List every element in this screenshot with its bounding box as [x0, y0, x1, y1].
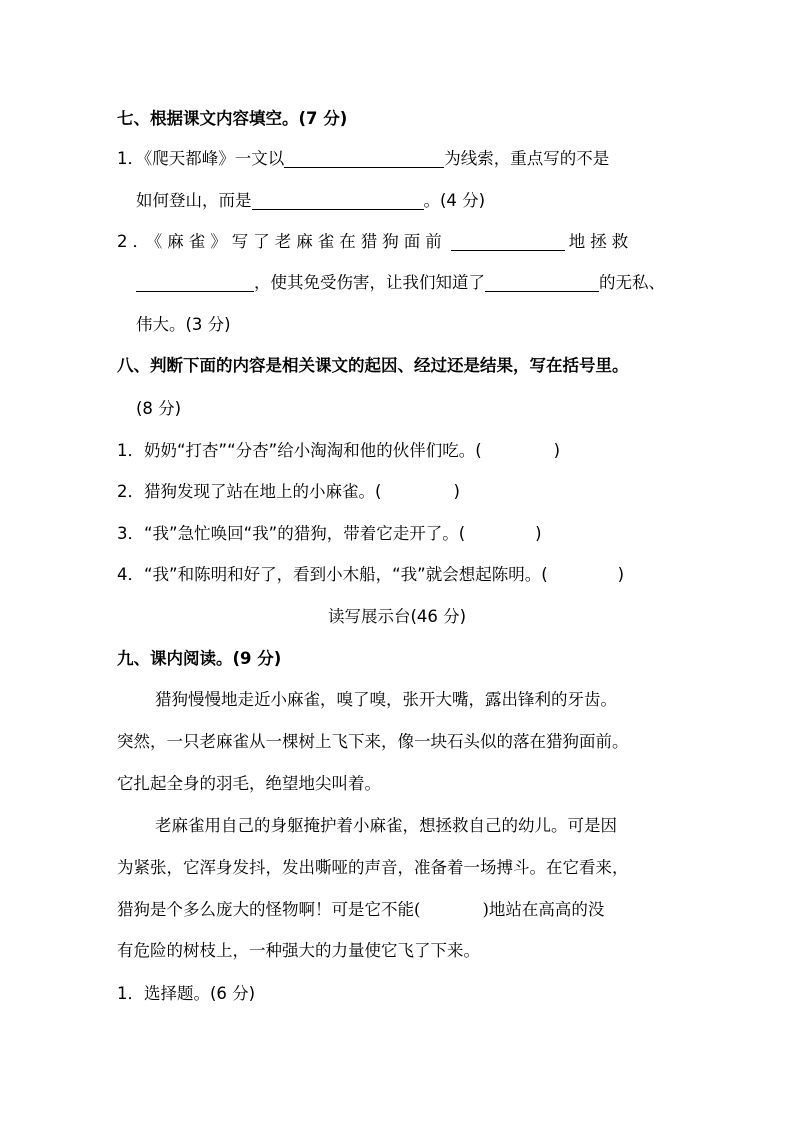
q2-text-b: 地拯救	[568, 232, 634, 251]
close-paren: )	[535, 524, 542, 543]
section7-q2-line3: 伟大。(3 分)	[136, 315, 231, 334]
q1-text-b: 为线索，重点写的不是	[444, 149, 610, 168]
section8-item-2	[117, 481, 460, 503]
item-number: 3．	[117, 524, 144, 543]
section8-heading-score: (8 分)	[136, 399, 182, 418]
para2-line3-text-a: 猎狗是个多么庞大的怪物啊！可是它不能(	[117, 900, 421, 919]
section8-item-3	[117, 523, 542, 545]
reading-para1-line3: 它扎起全身的羽毛，绝望地尖叫着。	[117, 774, 381, 793]
reading-para2-line3	[117, 899, 604, 921]
section7-q2-line1	[117, 231, 633, 253]
item-text: 猎狗发现了站在地上的小麻雀。(	[144, 482, 382, 501]
para2-line3-text-b: )地站在高高的没	[482, 900, 605, 919]
q2-blank-3[interactable]	[485, 273, 599, 292]
q1-blank-1[interactable]	[284, 149, 444, 168]
q2-blank-2[interactable]	[136, 273, 254, 292]
close-paren: )	[453, 482, 460, 501]
q1-blank-2[interactable]	[252, 191, 424, 210]
q2-text-c: ，使其免受伤害，让我们知道了	[254, 273, 485, 292]
section7-q2-line2	[136, 272, 665, 294]
close-paren: )	[553, 441, 561, 460]
section8-item-4	[117, 564, 624, 586]
reading-para2-line2: 为紧张，它浑身发抖，发出嘶哑的声音，准备着一场搏斗。在它看来，	[117, 858, 629, 877]
q2-text-d: 的无私、	[599, 273, 665, 292]
item-text: 奶奶“打杏”“分杏”给小淘淘和他的伙伴们吃。(	[144, 441, 482, 460]
item-number: 4．	[117, 565, 144, 584]
section7-q1-line2	[136, 190, 485, 212]
q1-text-a: 《爬天都峰》一文以	[144, 149, 285, 168]
section7-heading: 七、根据课文内容填空。(7 分)	[117, 109, 348, 128]
q2-number: 2．	[117, 232, 154, 251]
q1-number: 1．	[117, 149, 144, 168]
section8-item-1	[117, 440, 560, 462]
section9-heading: 九、课内阅读。(9 分)	[117, 649, 282, 668]
q1-text-c: 如何登山，而是	[136, 191, 252, 210]
close-paren: )	[617, 565, 625, 584]
item-text: “我”急忙唤回“我”的猎狗，带着它走开了。(	[144, 524, 466, 543]
center-section-title: 读写展示台(46 分)	[327, 607, 467, 626]
item-text: “我”和陈明和好了，看到小木船，“我”就会想起陈明。(	[144, 565, 548, 584]
reading-para1-line1: 猎狗慢慢地走近小麻雀，嗅了嗅，张开大嘴，露出锋利的牙齿。	[155, 690, 617, 709]
reading-para2-line4: 有危险的树枝上，一种强大的力量使它飞了下来。	[117, 941, 480, 960]
q2-blank-1[interactable]	[451, 232, 565, 251]
item-number: 1．	[117, 441, 144, 460]
q1-text-d: 。(4 分)	[423, 191, 486, 210]
section7-q1-line1	[117, 148, 609, 170]
q2-text-a: 《麻雀》写了老麻雀在猎狗面前	[154, 232, 447, 251]
section9-question-1: 1．选择题。(6 分)	[117, 984, 256, 1003]
reading-para2-line1: 老麻雀用自己的身躯掩护着小麻雀，想拯救自己的幼儿。可是因	[155, 816, 617, 835]
section8-heading: 八、判断下面的内容是相关课文的起因、经过还是结果，写在括号里。	[117, 356, 629, 375]
reading-para1-line2: 突然，一只老麻雀从一棵树上飞下来，像一块石头似的落在猎狗面前。	[117, 732, 629, 751]
item-number: 2．	[117, 482, 144, 501]
